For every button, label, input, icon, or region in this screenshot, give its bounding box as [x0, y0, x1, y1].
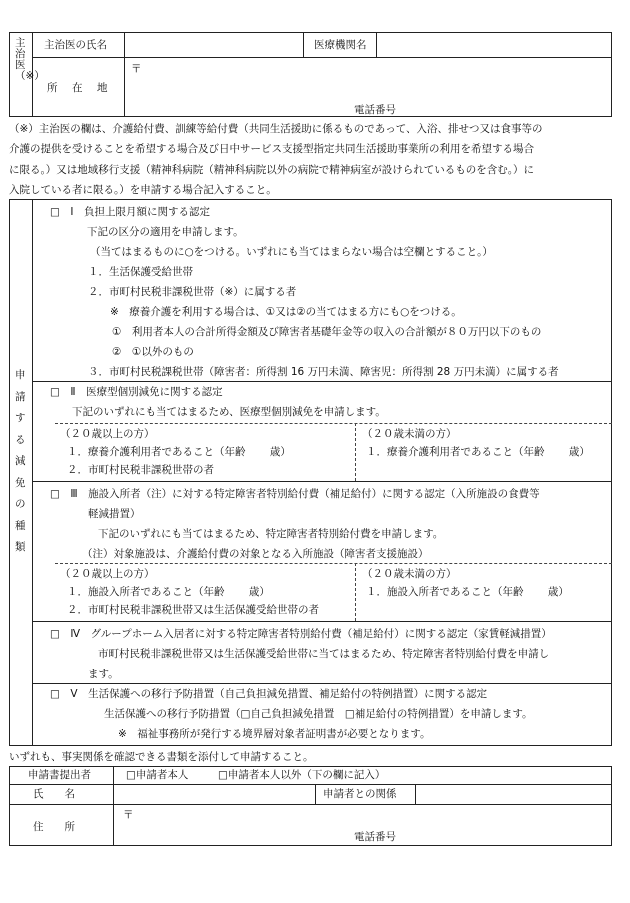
doctor-phone-label: 電話番号 [354, 104, 396, 116]
section5-note: ※ 福祉事務所が発行する境界層対象者証明書が必要となります。 [118, 728, 431, 740]
doctor-table-divider [376, 32, 377, 57]
submitter-self-checkbox[interactable]: □申請者本人 [126, 769, 189, 781]
section3-title-cont: 軽減措置） [88, 508, 141, 520]
section2-title[interactable]: □ Ⅱ 医療型個別減免に関する認定 [50, 386, 223, 398]
section4-desc: 市町村民税非課税世帯又は生活保護受給世帯に当てはまるため、特定障害者特別給付費を申請し [98, 648, 550, 660]
section3-over20-item1[interactable]: １．施設入所者であること（年齢 歳） [67, 586, 270, 598]
doctor-name-label: 主治医の氏名 [44, 39, 107, 51]
section3-desc: 下記のいずれにも当てはまるため、特定障害者特別給付費を申請します。 [98, 528, 444, 540]
submitter-phone-label: 電話番号 [354, 831, 396, 843]
section1-desc: 下記の区分の適用を申請します。 [87, 226, 244, 238]
doctor-note-line: 介護の提供を受けることを希望する場合及び日中サービス支援型指定共同生活援助事業所の利用を希望する場合 [9, 143, 534, 155]
reduction-side-text: 申請する減免の種類 [15, 369, 26, 554]
doctor-note-line: 入院している者に限る。）を申請する場合記入すること。 [9, 184, 277, 196]
section4-desc-cont: ます。 [88, 668, 119, 680]
submitter-address-label: 住 所 [33, 821, 75, 833]
section2-desc: 下記のいずれにも当てはまるため、医療型個別減免を申請します。 [72, 406, 386, 418]
section3-over20-heading: （２０歳以上の方） [60, 568, 155, 580]
section3-title[interactable]: □ Ⅲ 施設入所者（注）に対する特定障害者特別給付費（補足給付）に関する認定（入所施設の食費等 [50, 488, 540, 500]
submitter-table-divider [9, 784, 612, 785]
section-divider [32, 381, 612, 382]
submitter-table-divider [315, 784, 316, 804]
section1-item2[interactable]: ２．市町村民税非課税世帯（※）に属する者 [88, 286, 297, 298]
section2-over20-heading: （２０歳以上の方） [60, 428, 155, 440]
section1-title[interactable]: □ Ⅰ 負担上限月額に関する認定 [50, 206, 211, 218]
relation-label: 申請者との関係 [323, 788, 397, 800]
relation-field[interactable] [417, 786, 610, 803]
submitter-table-divider [415, 784, 416, 804]
section1-item1[interactable]: １．生活保護受給世帯 [88, 266, 193, 278]
submitter-postal-mark: 〒 [123, 809, 134, 821]
section-divider [32, 481, 612, 482]
doctor-side-text: 主治医（※） [15, 37, 45, 83]
institution-field[interactable] [378, 33, 610, 56]
section-divider [32, 683, 612, 684]
submitter-name-label: 氏 名 [33, 788, 75, 800]
institution-label: 医療機関名 [314, 39, 367, 51]
doctor-table-divider [124, 32, 125, 117]
submitter-label: 申請書提出者 [28, 769, 91, 781]
section2-over20-item1[interactable]: １．療養介護利用者であること（年齢 歳） [67, 446, 291, 458]
section3-over20-item2[interactable]: ２．市町村民税非課税世帯又は生活保護受給世帯の者 [67, 604, 319, 616]
section1-option2[interactable]: ② ①以外のもの [112, 346, 194, 358]
section3-split-line [55, 563, 612, 564]
section1-option1[interactable]: ① 利用者本人の合計所得金額及び障害者基礎年金等の収入の合計額が８０万円以下のもの [112, 326, 542, 338]
submitter-table-divider [113, 766, 114, 846]
doctor-side-label [13, 37, 45, 83]
section5-title[interactable]: □ Ⅴ 生活保護への移行予防措置（自己負担減免措置、補足給付の特例措置）に関する認定 [50, 688, 488, 700]
section3-under20-heading: （２０歳未満の方） [362, 568, 457, 580]
submitter-other-checkbox[interactable]: □申請者本人以外（下の欄に記入） [218, 769, 386, 781]
doctor-note-line: （※）主治医の欄は、介護給付費、訓練等給付費（共同生活援助に係るものであって、入浴、排せつ又は食事等の [9, 123, 543, 135]
section3-split-line [355, 563, 356, 621]
reduction-side-label [13, 365, 27, 559]
section1-item2-note: ※ 療養介護を利用する場合は、①又は②の当てはまる方にも○をつける。 [110, 306, 462, 318]
section1-item3[interactable]: ３．市町村民税課税世帯（障害者：所得割 16 万円未満、障害児：所得割 28 万円未満）に属する者 [88, 366, 559, 378]
doctor-postal-mark: 〒 [131, 63, 142, 75]
doctor-table-divider [303, 32, 304, 57]
submitter-name-field[interactable] [115, 786, 313, 803]
section2-split-line [355, 423, 356, 481]
doctor-note-line: に限る。）又は地域移行支援（精神科病院（精神科病院以外の病院で精神病室が設けられているものを含む。）に [9, 164, 534, 176]
doctor-address-label: 所 在 地 [47, 82, 110, 94]
section2-under20-heading: （２０歳未満の方） [362, 428, 457, 440]
section3-note: （注）対象施設は、介護給付費の対象となる入所施設（障害者支援施設） [82, 548, 429, 560]
reduction-side-divider [32, 199, 33, 746]
attach-note: いずれも、事実関係を確認できる書類を添付して申請すること。 [9, 751, 314, 763]
section2-over20-item2[interactable]: ２．市町村民税非課税世帯の者 [67, 464, 214, 476]
submitter-table-divider [9, 804, 612, 805]
section1-note: （当てはまるものに○をつける。いずれにも当てはまらない場合は空欄とすること。） [90, 246, 493, 258]
doctor-name-field[interactable] [126, 33, 302, 56]
section2-under20-item1[interactable]: １．療養介護利用者であること（年齢 歳） [366, 446, 590, 458]
section4-title[interactable]: □ Ⅳ グループホーム入居者に対する特定障害者特別給付費（補足給付）に関する認定（家賃軽減措置） [50, 628, 552, 640]
section2-split-line [55, 423, 612, 424]
section3-under20-item1[interactable]: １．施設入所者であること（年齢 歳） [366, 586, 569, 598]
section-divider [32, 621, 612, 622]
section5-desc[interactable]: 生活保護への移行予防措置（□自己負担減免措置 □補足給付の特例措置）を申請します。 [104, 708, 533, 720]
